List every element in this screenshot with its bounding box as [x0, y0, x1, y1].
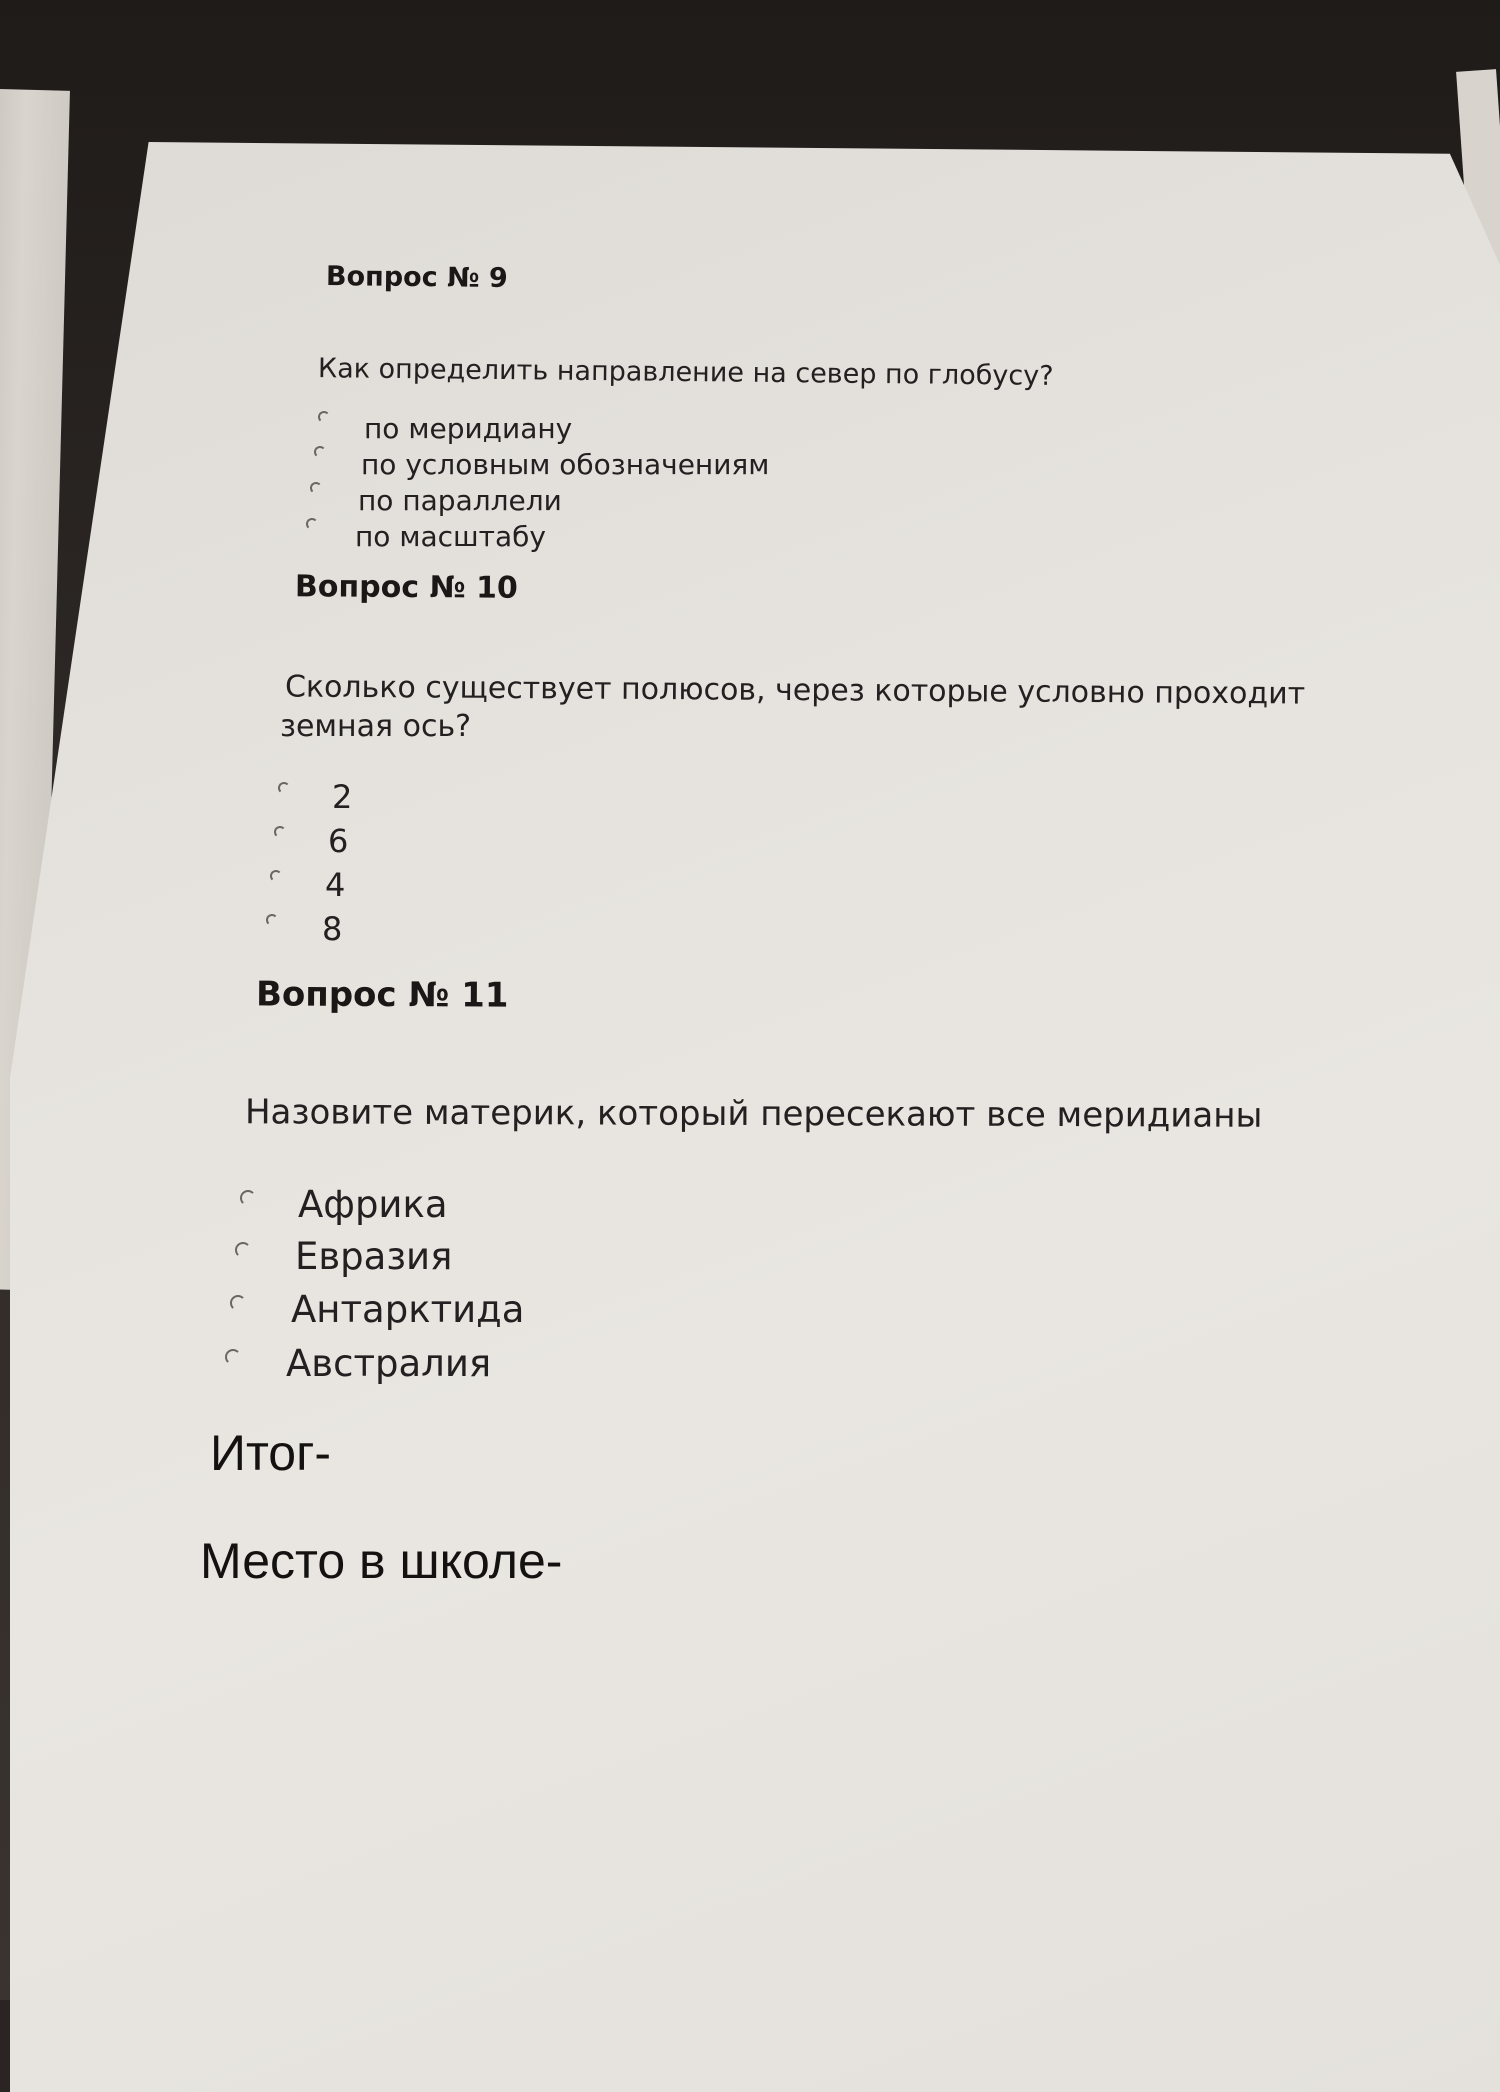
question-10-option-2-label: 6	[328, 822, 349, 860]
question-9-option-1-label: по меридиану	[364, 412, 573, 445]
question-11-text: Назовите материк, который пересекают все меридианы	[244, 1092, 1263, 1136]
question-9-option-3-label: по параллели	[358, 484, 562, 517]
question-11-option-2-label: Евразия	[295, 1235, 453, 1278]
question-9-title: Вопрос № 9	[325, 261, 508, 294]
question-11-option-3-label: Антарктида	[291, 1288, 525, 1331]
question-9-option-3-radio[interactable]	[310, 482, 322, 494]
question-10-option-4-label: 8	[322, 910, 343, 948]
question-11-option-2-radio[interactable]	[235, 1242, 251, 1258]
question-10-text-line-2: земная ось?	[280, 709, 472, 744]
question-9-option-2-radio[interactable]	[314, 446, 326, 458]
question-9-option-4-label: по масштабу	[355, 520, 546, 553]
school-place-label: Место в школе-	[200, 1533, 563, 1589]
question-9-text: Как определить направление на север по глобусу?	[317, 353, 1054, 392]
question-10-option-1-label: 2	[332, 778, 353, 816]
question-10-option-1-radio[interactable]	[278, 782, 290, 794]
question-9-option-2-label: по условным обозначениям	[361, 448, 770, 481]
question-11-option-3-radio[interactable]	[230, 1295, 246, 1311]
question-10-text-line-1: Сколько существует полюсов, через которые условно проходит	[284, 669, 1306, 712]
question-11-option-4-label: Австралия	[286, 1342, 492, 1385]
total-label: Итог-	[210, 1425, 331, 1481]
question-11-option-4-radio[interactable]	[225, 1349, 241, 1365]
question-10-title: Вопрос № 10	[294, 569, 518, 606]
question-10-option-2-radio[interactable]	[274, 826, 286, 838]
question-11-option-1-radio[interactable]	[240, 1190, 256, 1206]
question-9-option-4-radio[interactable]	[306, 518, 318, 530]
question-10-option-3-radio[interactable]	[270, 870, 282, 882]
question-9-option-1-radio[interactable]	[318, 411, 330, 423]
question-11-title: Вопрос № 11	[255, 974, 509, 1016]
question-10-option-4-radio[interactable]	[266, 914, 278, 926]
question-10-option-3-label: 4	[325, 866, 346, 904]
question-11-option-1-label: Африка	[298, 1183, 448, 1226]
